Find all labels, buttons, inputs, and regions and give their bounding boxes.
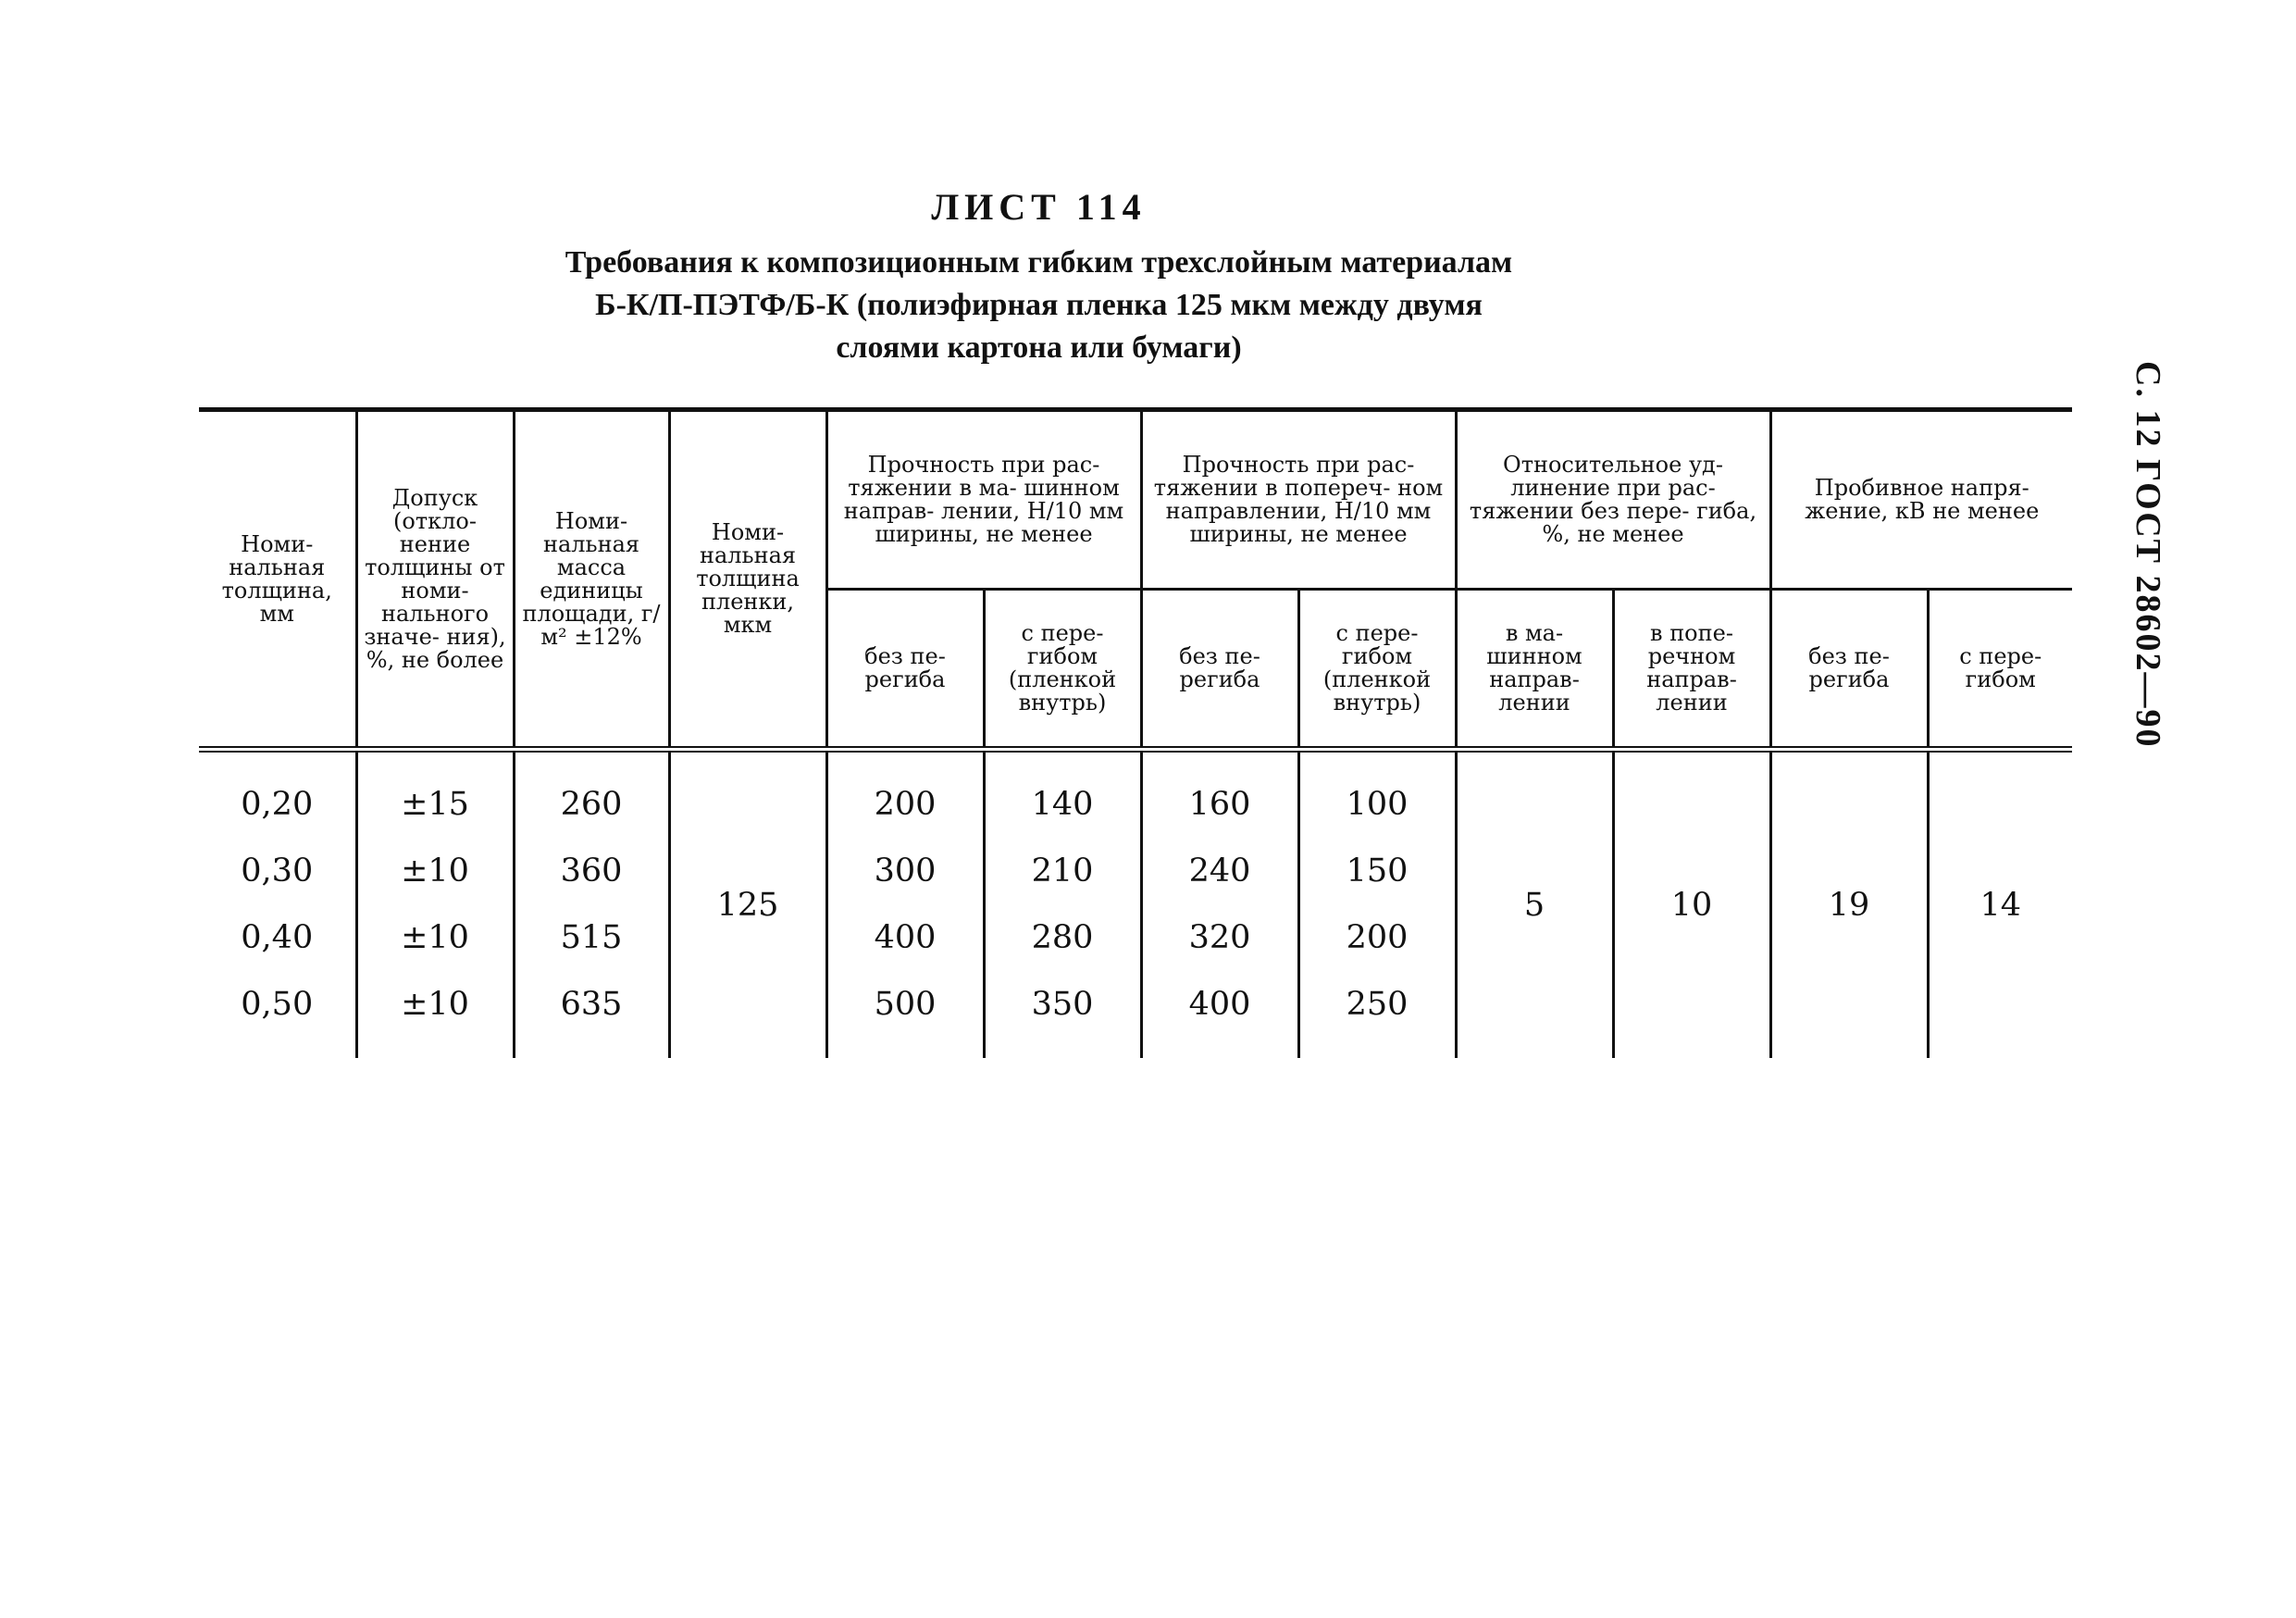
- cell-sm-no-bend: 200: [874, 786, 937, 823]
- requirements-table: [199, 407, 2072, 1058]
- cell-sc-bend: 150: [1346, 853, 1409, 890]
- table-body-row: [199, 750, 2072, 1059]
- sub-header-elong-cross: в попе- речном направ- лении: [1613, 590, 1770, 750]
- sheet-title: ЛИСТ 114: [931, 186, 1147, 228]
- cell-elongation-machine: 5: [1456, 750, 1613, 1059]
- cell-film-thickness: 125: [669, 750, 826, 1059]
- strength-machine-bend-column: [984, 750, 1141, 1059]
- cell-tolerance: ±10: [401, 986, 469, 1023]
- cell-thickness: 0,30: [241, 853, 314, 890]
- strength-machine-no-bend-column: [826, 750, 984, 1059]
- strength-cross-no-bend-column: [1141, 750, 1298, 1059]
- cell-sc-no-bend: 320: [1188, 919, 1251, 956]
- cell-sc-no-bend: 400: [1188, 986, 1251, 1023]
- cell-sc-bend: 100: [1346, 786, 1409, 823]
- sub-header-sc-bend: с пере- гибом (пленкой внутрь): [1298, 590, 1456, 750]
- strength-cross-bend-column: [1298, 750, 1456, 1059]
- cell-tolerance: ±10: [401, 919, 469, 956]
- cell-sc-no-bend: 240: [1188, 853, 1251, 890]
- cell-mass: 515: [560, 919, 623, 956]
- cell-breakdown-bend: 14: [1928, 750, 2072, 1059]
- sub-header-elong-machine: в ма- шинном направ- лении: [1456, 590, 1613, 750]
- cell-sm-bend: 140: [1031, 786, 1094, 823]
- cell-sm-bend: 280: [1031, 919, 1094, 956]
- col-header-breakdown: Пробивное напря- жение, кВ не менее: [1770, 410, 2072, 590]
- col-header-strength-cross: Прочность при рас- тяжении в попереч- ном направлении, Н/10 мм ширины, не менее: [1141, 410, 1456, 590]
- cell-thickness: 0,50: [241, 986, 314, 1023]
- subtitle-line-3: слоями картона или бумаги): [836, 330, 1242, 365]
- col-header-film-thickness: Номи- нальная толщина пленки, мкм: [669, 410, 826, 750]
- cell-sm-no-bend: 300: [874, 853, 937, 890]
- sub-header-bd-bend: с пере- гибом: [1928, 590, 2072, 750]
- col-header-strength-machine: Прочность при рас- тяжении в ма- шинном направ- лении, Н/10 мм ширины, не менее: [826, 410, 1141, 590]
- cell-tolerance: ±15: [401, 786, 469, 823]
- thickness-column: [199, 750, 356, 1059]
- cell-sm-no-bend: 500: [874, 986, 937, 1023]
- cell-breakdown-no-bend: 19: [1770, 750, 1928, 1059]
- cell-sc-no-bend: 160: [1188, 786, 1251, 823]
- cell-mass: 360: [560, 853, 623, 890]
- page-standard-label: С. 12 ГОСТ 28602—90: [2128, 361, 2167, 749]
- title-block: [199, 185, 1879, 369]
- cell-mass: 635: [560, 986, 623, 1023]
- sub-header-sm-bend: с пере- гибом (пленкой внутрь): [984, 590, 1141, 750]
- col-header-mass: Номи- нальная масса единицы площади, г/м² ±12%: [514, 410, 669, 750]
- cell-sm-bend: 210: [1031, 853, 1094, 890]
- cell-elongation-cross: 10: [1613, 750, 1770, 1059]
- cell-sm-no-bend: 400: [874, 919, 937, 956]
- cell-sc-bend: 200: [1346, 919, 1409, 956]
- sub-header-sc-no-bend: без пе- региба: [1141, 590, 1298, 750]
- col-header-nominal-thickness: Номи- нальная толщина, мм: [199, 410, 356, 750]
- mass-column: [514, 750, 669, 1059]
- cell-thickness: 0,40: [241, 919, 314, 956]
- cell-mass: 260: [560, 786, 623, 823]
- subtitle-line-2: Б-К/П-ПЭТФ/Б-К (полиэфирная пленка 125 мкм между двумя: [595, 288, 1483, 322]
- col-header-tolerance: Допуск (откло- нение толщины от номи- нального значе- ния), %, не более: [356, 410, 514, 750]
- cell-thickness: 0,20: [241, 786, 314, 823]
- subtitle-line-1: Требования к композиционным гибким трехслойным материалам: [565, 245, 1513, 280]
- cell-sc-bend: 250: [1346, 986, 1409, 1023]
- tolerance-column: [356, 750, 514, 1059]
- cell-sm-bend: 350: [1031, 986, 1094, 1023]
- sub-header-bd-no-bend: без пе- региба: [1770, 590, 1928, 750]
- sub-header-sm-no-bend: без пе- региба: [826, 590, 984, 750]
- cell-tolerance: ±10: [401, 853, 469, 890]
- col-header-elongation: Относительное уд- линение при рас- тяжении без пере- гиба, %, не менее: [1456, 410, 1770, 590]
